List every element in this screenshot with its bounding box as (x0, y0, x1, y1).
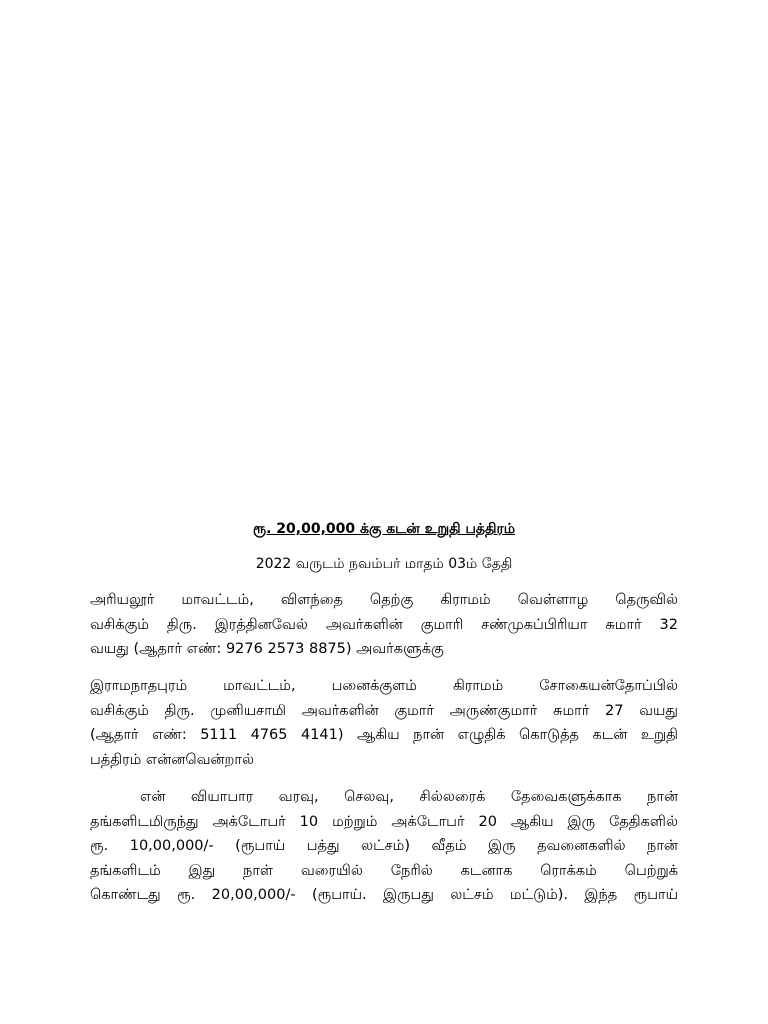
document-title: ரூ. 20,00,000 க்கு கடன் உறுதி பத்திரம் (252, 521, 515, 537)
paragraph-line: தங்களிடமிருந்து அக்டோபர் 10 மற்றும் அக்டோபர் 20 ஆகிய இரு தேதிகளில் (90, 813, 678, 830)
paragraph-lender-details (90, 588, 678, 662)
document-date-line: 2022 வருடம் நவம்பர் மாதம் 03ம் தேதி (255, 556, 513, 572)
paragraph-line: (ஆதார் எண்: 5111 4765 4141) ஆகிய நான் எழுதிக் கொடுத்த கடன் உறுதி (90, 727, 678, 743)
paragraph-borrower-details (90, 674, 678, 772)
paragraph-line: தங்களிடம் இது நாள் வரையில் நேரில் கடனாக ரொக்கம் பெற்றுக் (90, 862, 678, 879)
paragraph-line: வசிக்கும் திரு. முனியசாமி அவர்களின் குமார் அருண்குமார் சுமார் 27 வயது (90, 702, 678, 719)
paragraph-line: கொண்டது ரூ. 20,00,000/- (ரூபாய். இருபது லட்சம் மட்டும்). இந்த ரூபாய் (90, 887, 678, 903)
paragraph-line: ரூ. 10,00,000/- (ரூபாய் பத்து லட்சம்) வீதம் இரு தவனைகளில் நான் (90, 838, 678, 854)
paragraph-line: பத்திரம் என்னவென்றால் (90, 751, 255, 768)
paragraph-loan-terms (90, 785, 678, 908)
paragraph-line: வசிக்கும் திரு. இரத்தினவேல் அவர்களின் குமாரி சண்முகப்பிரியா சுமார் 32 (90, 616, 678, 633)
paragraph-line: அரியலூர் மாவட்டம், விளந்தை தெற்கு கிராமம் வெள்ளாழ தெருவில் (90, 592, 678, 608)
document-page (90, 0, 678, 1024)
paragraph-line: இராமநாதபுரம் மாவட்டம், பனைக்குளம் கிராமம் சோகையன்தோப்பில் (90, 678, 678, 694)
paragraph-line: வயது (ஆதார் எண்: 9276 2573 8875) அவர்களுக்கு (90, 641, 444, 657)
paragraph-line: என் வியாபார வரவு, செலவு, சில்லரைக் தேவைகளுக்காக நான் (140, 789, 678, 805)
